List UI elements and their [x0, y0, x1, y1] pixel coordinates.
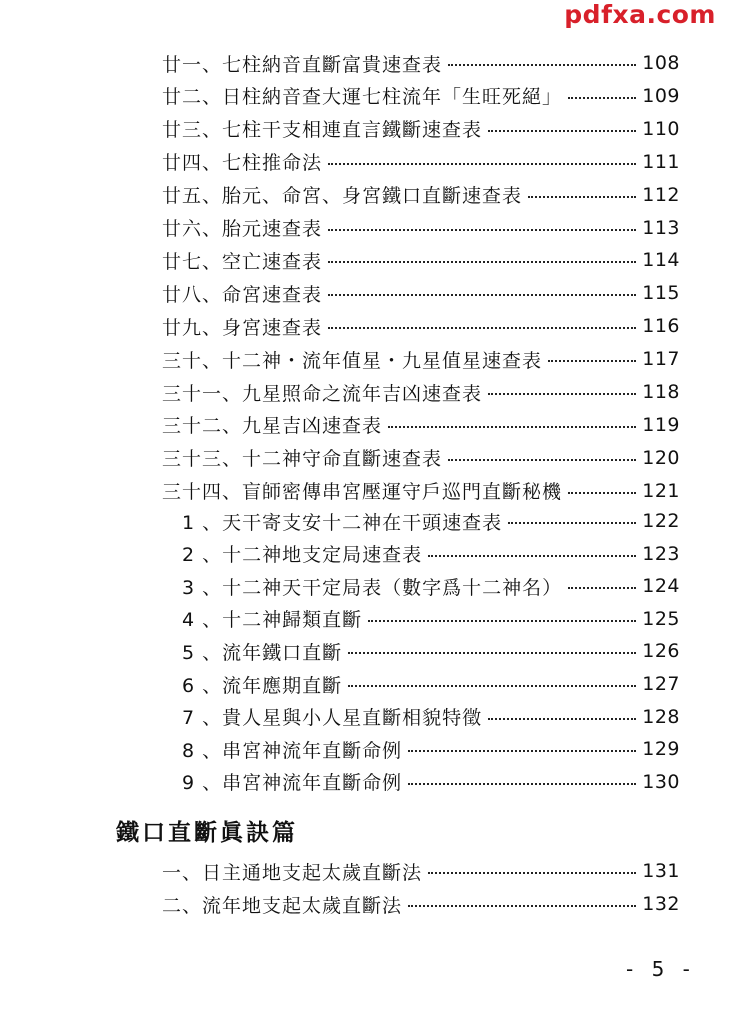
- toc-entry-page: 119: [642, 413, 680, 436]
- toc-entry: [162, 244, 680, 276]
- dot-leader: [488, 393, 636, 395]
- dot-leader: [348, 685, 636, 687]
- toc-entry-title: 三十四、盲師密傳串宮壓運守戶巡門直斷秘機: [162, 481, 563, 504]
- toc-entry-page: 111: [642, 150, 680, 173]
- toc-entry-title: 7 、貴人星與小人星直斷相貌特徵: [182, 707, 483, 730]
- dot-leader: [568, 587, 636, 589]
- toc-entry-title: 廿一、七柱納音直斷富貴速查表: [162, 53, 443, 76]
- toc-entry-title: 廿五、胎元、命宮、身宮鐵口直斷速查表: [162, 185, 523, 208]
- toc-entry-page: 132: [642, 893, 680, 915]
- toc-entry-page: 110: [642, 117, 680, 140]
- dot-leader: [448, 459, 636, 461]
- toc-entry-page: 113: [642, 216, 680, 239]
- page-number: - 5 -: [626, 957, 696, 981]
- toc-entry-title: 廿九、身宮速查表: [162, 316, 323, 339]
- toc-entry-title: 廿四、七柱推命法: [162, 152, 323, 175]
- dot-leader: [448, 64, 636, 66]
- toc-entry: [182, 603, 680, 635]
- toc-entry: [162, 343, 680, 375]
- toc-entry: [182, 668, 680, 700]
- toc-entry: [162, 855, 680, 887]
- toc-entry: [182, 505, 680, 537]
- toc-entry-title: 三十、十二神・流年值星・九星值星速查表: [162, 349, 543, 372]
- toc-entry-page: 122: [642, 510, 680, 532]
- toc-entry: [162, 47, 680, 79]
- toc-entry-title: 廿六、胎元速查表: [162, 218, 323, 240]
- toc-entry-title: 廿二、日柱納音查大運七柱流年「生旺死絕」: [162, 86, 563, 109]
- toc-entry-title: 5 、流年鐵口直斷: [182, 641, 343, 664]
- dot-leader: [408, 783, 636, 785]
- toc-entry-title: 8 、串宮神流年直斷命例: [182, 739, 403, 762]
- toc-entry-page: 115: [642, 282, 680, 305]
- toc-entry-page: 123: [642, 542, 680, 565]
- toc-entry: [162, 376, 680, 408]
- toc-entry: [162, 146, 680, 178]
- toc-entry-title: 二、流年地支起太歲直斷法: [162, 894, 403, 917]
- toc-entry-page: 120: [642, 446, 680, 469]
- toc-entry-title: 6 、流年應期直斷: [182, 674, 343, 697]
- dot-leader: [328, 261, 636, 263]
- toc-entry-title: 9 、串宮神流年直斷命例: [182, 772, 403, 795]
- toc-entry: [162, 80, 680, 112]
- watermark-logo: pdfxa.com: [564, 0, 716, 29]
- toc-entry: [162, 113, 680, 145]
- toc-entry-page: 117: [642, 348, 680, 371]
- dot-leader: [568, 492, 636, 494]
- toc-entry: [162, 310, 680, 342]
- toc-entry-title: 三十一、九星照命之流年吉凶速查表: [162, 382, 483, 405]
- toc-entry: [162, 475, 680, 507]
- toc-entry-page: 128: [642, 705, 680, 728]
- toc-entry-page: 108: [642, 52, 680, 74]
- toc-entry-page: 124: [642, 575, 680, 598]
- toc-entry-page: 125: [642, 607, 680, 630]
- toc-entry-page: 121: [642, 479, 680, 502]
- dot-leader: [528, 196, 636, 198]
- toc-entry-page: 112: [642, 183, 680, 206]
- toc-entry-title: 4 、十二神歸類直斷: [182, 609, 363, 632]
- dot-leader: [348, 652, 636, 654]
- toc-entry-title: 2 、十二神地支定局速查表: [182, 544, 423, 567]
- dot-leader: [428, 555, 636, 557]
- toc-entry-title: 三十二、九星吉凶速查表: [162, 415, 383, 438]
- toc-entry-title: 廿八、命宮速查表: [162, 283, 323, 306]
- toc-entry-title: 一、日主通地支起太歲直斷法: [162, 861, 423, 884]
- toc-entry: [162, 888, 680, 920]
- toc-entry-title: 廿七、空亡速查表: [162, 250, 323, 273]
- dot-leader: [568, 97, 636, 99]
- dot-leader: [328, 327, 636, 329]
- toc-entry: [182, 538, 680, 570]
- dot-leader: [368, 620, 636, 622]
- toc-entry: [182, 701, 680, 733]
- toc-entry: [162, 277, 680, 309]
- dot-leader: [548, 360, 636, 362]
- dot-leader: [408, 750, 636, 752]
- toc-entry: [182, 733, 680, 765]
- toc-entry: [162, 409, 680, 441]
- dot-leader: [488, 718, 636, 720]
- toc-entry-page: 130: [642, 770, 680, 793]
- toc-entry-title: 3 、十二神天干定局表（數字爲十二神名）: [182, 576, 563, 599]
- toc-entry: [162, 212, 680, 244]
- dot-leader: [508, 522, 636, 524]
- dot-leader: [328, 294, 636, 296]
- dot-leader: [408, 905, 636, 907]
- toc-entry: [162, 179, 680, 211]
- toc-entry-page: 116: [642, 315, 680, 338]
- toc-entry-title: 三十三、十二神守命直斷速查表: [162, 448, 443, 471]
- toc-entry: [182, 570, 680, 602]
- toc-entry-page: 131: [642, 860, 680, 882]
- dot-leader: [428, 872, 636, 874]
- toc-entry-title: 1 、天干寄支安十二神在干頭速查表: [182, 511, 503, 534]
- toc-entry-page: 114: [642, 249, 680, 272]
- toc-entry-title: 廿三、七柱干支相連直言鐵斷速查表: [162, 119, 483, 142]
- dot-leader: [488, 130, 636, 132]
- toc-entry-page: 126: [642, 640, 680, 663]
- toc-entry: [182, 635, 680, 667]
- dot-leader: [328, 229, 636, 231]
- dot-leader: [388, 426, 636, 428]
- toc-entry-page: 109: [642, 84, 680, 107]
- dot-leader: [328, 163, 636, 165]
- toc-entry-page: 127: [642, 673, 680, 695]
- toc-entry-page: 129: [642, 738, 680, 761]
- toc-entry-page: 118: [642, 381, 680, 403]
- section-heading: 鐵口直斷眞訣篇: [116, 820, 298, 846]
- toc-entry: [162, 442, 680, 474]
- toc-entry: [182, 766, 680, 798]
